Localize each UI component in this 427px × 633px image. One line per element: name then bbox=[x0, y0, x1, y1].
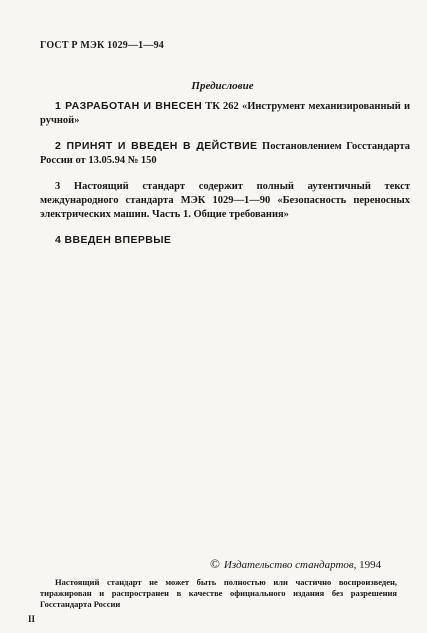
document-code: ГОСТ Р МЭК 1029—1—94 bbox=[40, 40, 164, 51]
foreword-item-lead: 4 ВВЕДЕН ВПЕРВЫЕ bbox=[55, 234, 172, 246]
page-number: II bbox=[28, 614, 36, 624]
copyright-year: 1994 bbox=[359, 559, 382, 571]
foreword-item-1 bbox=[40, 99, 410, 128]
foreword-item-3 bbox=[40, 179, 410, 222]
foreword-item-body: 3 Настоящий стандарт содержит полный аутентичный текст международного стандарта МЭК 1029—1—90 «Безопасность переносных электрических машин. Часть 1. Общие требования» bbox=[40, 181, 410, 220]
reproduction-notice: Настоящий стандарт не может быть полностью или частично воспроизведен, тиражирован и распространен в качестве официального издания без разрешения Госстандарта России bbox=[40, 577, 397, 609]
foreword-item-body: ТК 262 «Инструмент механизированный и ручной» bbox=[40, 101, 411, 126]
foreword-item-body: Постановлением Госстандарта России от 13.05.94 № 150 bbox=[40, 141, 410, 166]
foreword-item-4 bbox=[40, 233, 410, 248]
copyright-line bbox=[210, 556, 381, 572]
foreword-item-2 bbox=[40, 139, 410, 168]
publisher-name: Издательство стандартов, bbox=[223, 559, 357, 571]
foreword-items bbox=[40, 99, 410, 259]
foreword-item-lead: 2 ПРИНЯТ И ВВЕДЕН В ДЕЙСТВИЕ bbox=[55, 140, 258, 152]
copyright-icon: © bbox=[210, 556, 220, 571]
foreword-title: Предисловие bbox=[191, 80, 254, 92]
foreword-item-lead: 1 РАЗРАБОТАН И ВНЕСЕН bbox=[55, 100, 203, 112]
